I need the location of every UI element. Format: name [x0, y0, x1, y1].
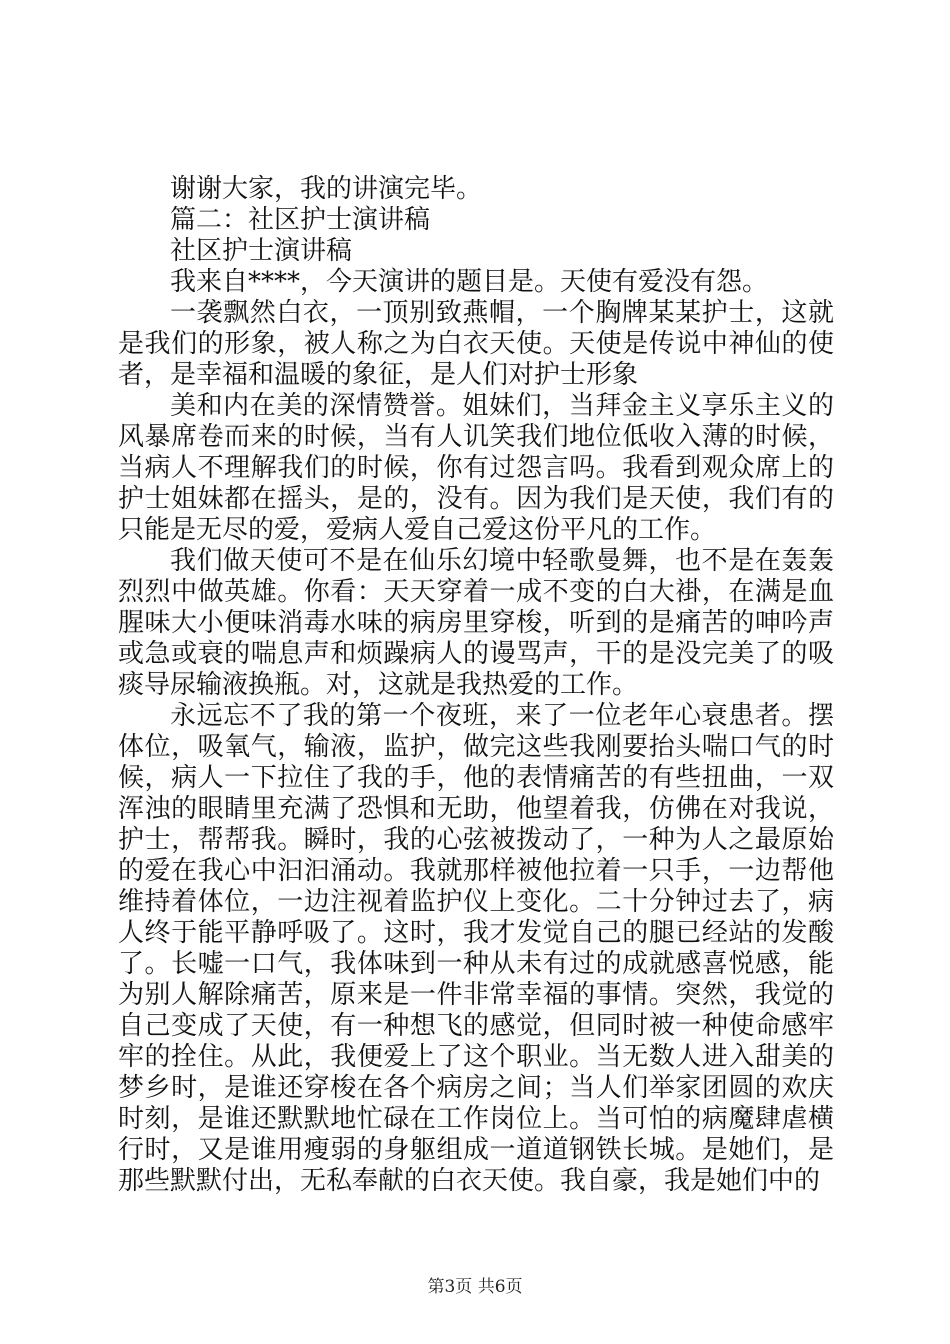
- paragraph-2: 美和内在美的深情赞誉。姐妹们，当拜金主义享乐主义的风暴席卷而来的时候，当有人讥笑我们地位低收入薄的时候，当病人不理解我们的时候，你有过怨言吗。我看到观众席上的护士姐妹都在摇头，是的，没有。因为我们是天使，我们有的只能是无尽的爱，爱病人爱自己爱这份平凡的工作。: [118, 391, 834, 545]
- paragraph-1: 一袭飘然白衣，一顶别致燕帽，一个胸牌某某护士，这就是我们的形象，被人称之为白衣天使。天使是传说中神仙的使者，是幸福和温暖的象征，是人们对护士形象: [118, 298, 834, 390]
- paragraph-4: 永远忘不了我的第一个夜班，来了一位老年心衰患者。摆体位，吸氧气，输液，监护，做完这些我刚要抬头喘口气的时候，病人一下拉住了我的手，他的表情痛苦的有些扭曲，一双浑浊的眼睛里充满了恐惧和无助，他望着我，仿佛在对我说，护士，帮帮我。瞬时，我的心弦被拨动了，一种为人之最原始的爱在我心中汩汩涌动。我就那样被他拉着一只手，一边帮他维持着体位，一边注视着监护仪上变化。二十分钟过去了，病人终于能平静呼吸了。这时，我才发觉自己的腿已经站的发酸了。长嘘一口气，我体味到一种从未有过的成就感喜悦感，能为别人解除痛苦，原来是一件非常幸福的事情。突然，我觉的自己变成了天使，有一种想飞的感觉，但同时被一种使命感牢牢的拴住。从此，我便爱上了这个职业。当无数人进入甜美的梦乡时，是谁还穿梭在各个病房之间；当人们举家团圆的欢庆时刻，是谁还默默地忙碌在工作岗位上。当可怕的病魔肆虐横行时，又是谁用瘦弱的身躯组成一道道钢铁长城。是她们，是那些默默付出，无私奉献的白衣天使。我自豪，我是她们中的: [118, 701, 834, 1196]
- paragraph-closing: 谢谢大家，我的讲演完毕。: [170, 174, 483, 204]
- document-body: [118, 174, 834, 1197]
- section-heading: 篇二：社区护士演讲稿: [170, 205, 431, 235]
- page-number: 第3页 共6页: [427, 1277, 523, 1297]
- paragraph-intro: 我来自****，今天演讲的题目是。天使有爱没有怨。: [170, 267, 769, 297]
- speech-title: 社区护士演讲稿: [170, 236, 353, 266]
- paragraph-3: 我们做天使可不是在仙乐幻境中轻歌曼舞，也不是在轰轰烈烈中做英雄。你看：天天穿着一成不变的白大褂，在满是血腥味大小便味消毒水味的病房里穿梭，听到的是痛苦的呻吟声或急或衰的喘息声和烦躁病人的谩骂声，干的是没完美了的吸痰导尿输液换瓶。对，这就是我热爱的工作。: [118, 546, 834, 700]
